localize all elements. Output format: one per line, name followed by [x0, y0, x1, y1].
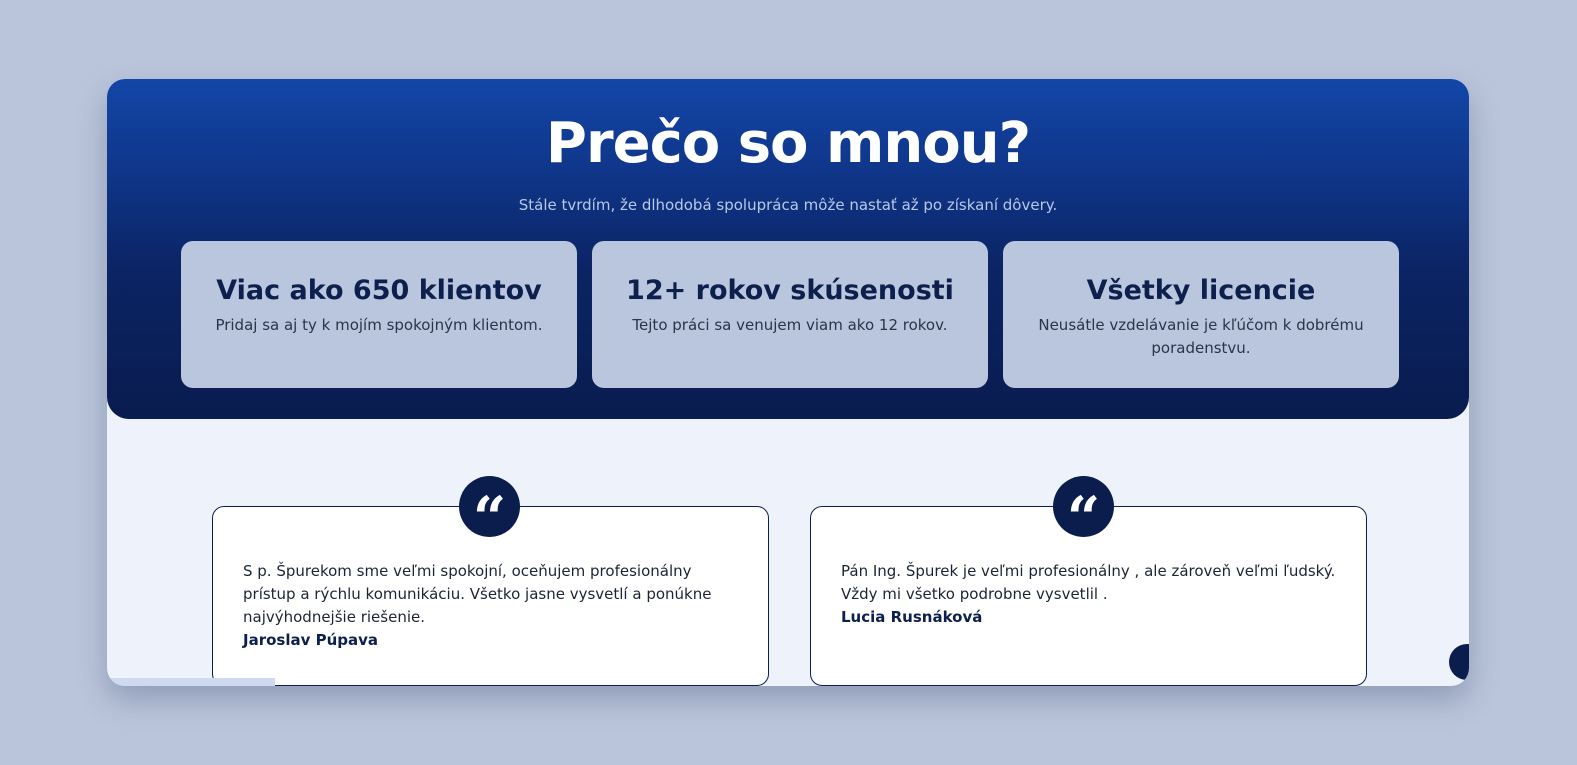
section-subtitle: Stále tvrdím, že dlhodobá spolupráca môže nastať až po získaní dôvery.: [518, 196, 1058, 214]
quote-icon: “: [1053, 476, 1114, 537]
feature-card-experience: [592, 241, 988, 388]
testimonial-quote: S p. Špurekom sme veľmi spokojní, oceňujem profesionálny prístup a rýchlu komunikáciu. Všetko jasne vysvetlí a ponúkne najvýhodnejšie riešenie.: [243, 562, 712, 626]
testimonial-body: [841, 560, 1341, 629]
section-title: Prečo so mnou?: [545, 111, 1031, 176]
testimonial-author: Lucia Rusnáková: [841, 608, 983, 626]
feature-text: Tejto práci sa venujem viam ako 12 rokov.: [632, 316, 948, 334]
scroll-progress-bar: [107, 678, 275, 686]
feature-title: 12+ rokov skúsenosti: [626, 275, 954, 306]
feature-text: Neusátle vzdelávanie je kľúčom k dobrému poradenstvu.: [1038, 316, 1364, 357]
feature-title: Všetky licencie: [1086, 275, 1316, 306]
page-frame: [107, 79, 1469, 686]
feature-title: Viac ako 650 klientov: [216, 275, 542, 306]
testimonial-quote: Pán Ing. Špurek je veľmi profesionálny , ale zároveň veľmi ľudský. Vždy mi všetko podrobne vysvetlil .: [841, 562, 1336, 603]
testimonial-body: [243, 560, 743, 652]
feature-card-licenses: [1003, 241, 1399, 388]
testimonial-author: Jaroslav Púpava: [243, 631, 379, 649]
quote-icon: “: [459, 476, 520, 537]
scroll-to-top-button[interactable]: [1449, 644, 1469, 680]
why-me-section: [107, 79, 1469, 419]
feature-card-clients: [181, 241, 577, 388]
feature-text: Pridaj sa aj ty k mojím spokojným klientom.: [215, 316, 543, 334]
